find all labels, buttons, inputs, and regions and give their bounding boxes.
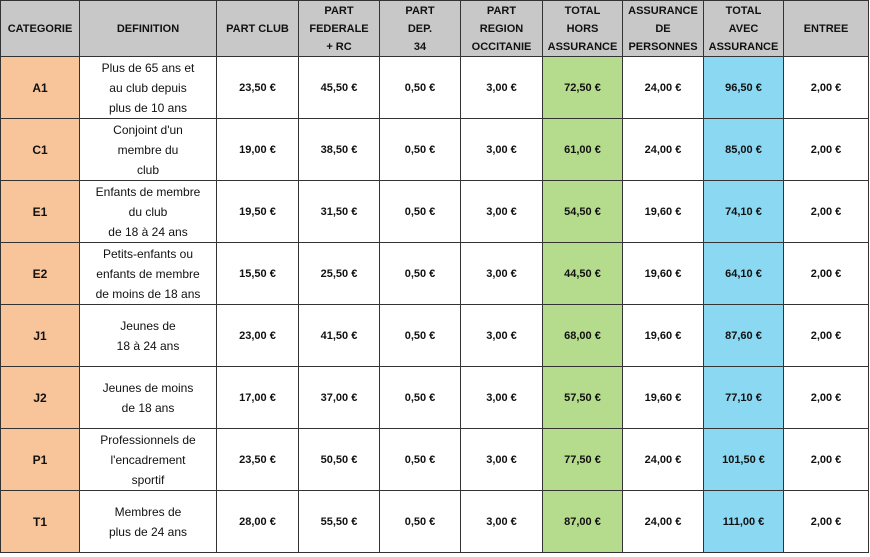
definition-line: Enfants de membre (95, 184, 201, 199)
part-federale-cell: 55,50 € (299, 491, 380, 553)
entree-cell: 2,00 € (784, 491, 869, 553)
definition-cell (80, 367, 217, 429)
part-club-cell: 19,00 € (217, 119, 299, 181)
total-hors-assurance-cell: 77,50 € (543, 429, 623, 491)
part-federale-cell: 45,50 € (299, 57, 380, 119)
definition-line: l'encadrement (110, 452, 186, 467)
header-line: PART (405, 4, 435, 17)
part-federale-cell: 38,50 € (299, 119, 380, 181)
total-hors-assurance-cell: 57,50 € (543, 367, 623, 429)
definition-line: Petits-enfants ou (102, 246, 194, 261)
entree-cell: 2,00 € (784, 305, 869, 367)
header-entree (784, 1, 869, 57)
part-federale-cell: 50,50 € (299, 429, 380, 491)
entree-cell: 2,00 € (784, 367, 869, 429)
assurance-personnes-cell: 24,00 € (623, 57, 704, 119)
header-line: FEDERALE (309, 22, 369, 35)
category-cell: J1 (1, 305, 80, 367)
definition-cell (80, 429, 217, 491)
definition-line: 18 à 24 ans (116, 338, 180, 353)
header-line: ASSURANCE (547, 40, 618, 53)
header-categorie (1, 1, 80, 57)
header-line: PART (324, 4, 354, 17)
part-federale-cell: 25,50 € (299, 243, 380, 305)
part-region-cell: 3,00 € (461, 429, 543, 491)
part-dep-cell: 0,50 € (380, 119, 461, 181)
definition-line: plus de 10 ans (108, 100, 188, 115)
header-row (1, 1, 869, 57)
definition-line: de 18 ans (121, 400, 175, 415)
total-hors-assurance-cell: 61,00 € (543, 119, 623, 181)
part-dep-cell: 0,50 € (380, 181, 461, 243)
table-row (1, 57, 869, 119)
part-club-cell: 15,50 € (217, 243, 299, 305)
table-row (1, 429, 869, 491)
part-federale-cell: 31,50 € (299, 181, 380, 243)
table-row (1, 367, 869, 429)
header-line: CATEGORIE (7, 22, 73, 35)
part-region-cell: 3,00 € (461, 57, 543, 119)
header-line: REGION (479, 22, 524, 35)
definition-line: du club (128, 204, 168, 219)
header-total-avec-assurance (704, 1, 784, 57)
assurance-personnes-cell: 19,60 € (623, 243, 704, 305)
total-avec-assurance-cell: 85,00 € (704, 119, 784, 181)
definition-line: de 18 à 24 ans (108, 224, 188, 239)
part-dep-cell: 0,50 € (380, 367, 461, 429)
part-club-cell: 28,00 € (217, 491, 299, 553)
table-row (1, 119, 869, 181)
table-row (1, 305, 869, 367)
total-hors-assurance-cell: 72,50 € (543, 57, 623, 119)
total-avec-assurance-cell: 87,60 € (704, 305, 784, 367)
part-club-cell: 23,00 € (217, 305, 299, 367)
header-assurance-personnes (623, 1, 704, 57)
header-line: DE (655, 22, 671, 35)
part-region-cell: 3,00 € (461, 119, 543, 181)
definition-cell (80, 305, 217, 367)
table-row (1, 491, 869, 553)
definition-line: Conjoint d'un (113, 122, 183, 137)
total-hors-assurance-cell: 87,00 € (543, 491, 623, 553)
definition-line: club (136, 162, 159, 177)
part-region-cell: 3,00 € (461, 181, 543, 243)
header-part-region (461, 1, 543, 57)
total-avec-assurance-cell: 111,00 € (704, 491, 784, 553)
definition-cell (80, 181, 217, 243)
definition-line: au club depuis (109, 80, 187, 95)
entree-cell: 2,00 € (784, 243, 869, 305)
total-avec-assurance-cell: 74,10 € (704, 181, 784, 243)
part-region-cell: 3,00 € (461, 367, 543, 429)
header-line: AVEC (728, 22, 759, 35)
part-region-cell: 3,00 € (461, 243, 543, 305)
category-cell: P1 (1, 429, 80, 491)
total-avec-assurance-cell: 96,50 € (704, 57, 784, 119)
header-part-dep (380, 1, 461, 57)
definition-cell (80, 57, 217, 119)
part-dep-cell: 0,50 € (380, 57, 461, 119)
category-cell: T1 (1, 491, 80, 553)
category-cell: A1 (1, 57, 80, 119)
definition-line: Jeunes de (120, 318, 176, 333)
header-line: PART (486, 4, 517, 17)
part-club-cell: 23,50 € (217, 57, 299, 119)
header-line: + RC (326, 40, 352, 53)
total-hors-assurance-cell: 44,50 € (543, 243, 623, 305)
header-total-hors-assurance (543, 1, 623, 57)
part-dep-cell: 0,50 € (380, 243, 461, 305)
assurance-personnes-cell: 24,00 € (623, 491, 704, 553)
entree-cell: 2,00 € (784, 181, 869, 243)
definition-line: membre du (117, 142, 179, 157)
part-club-cell: 17,00 € (217, 367, 299, 429)
header-line: 34 (413, 40, 427, 53)
header-line: HORS (566, 22, 599, 35)
definition-line: Professionnels de (100, 432, 196, 447)
category-cell: E1 (1, 181, 80, 243)
header-line: OCCITANIE (471, 40, 532, 53)
part-club-cell: 19,50 € (217, 181, 299, 243)
header-line: PART CLUB (226, 22, 289, 35)
assurance-personnes-cell: 19,60 € (623, 367, 704, 429)
entree-cell: 2,00 € (784, 119, 869, 181)
definition-cell (80, 243, 217, 305)
category-cell: J2 (1, 367, 80, 429)
entree-cell: 2,00 € (784, 429, 869, 491)
part-federale-cell: 37,00 € (299, 367, 380, 429)
part-club-cell: 23,50 € (217, 429, 299, 491)
assurance-personnes-cell: 24,00 € (623, 119, 704, 181)
assurance-personnes-cell: 19,60 € (623, 181, 704, 243)
header-line: ENTREE (803, 22, 849, 35)
header-definition (80, 1, 217, 57)
header-line: TOTAL (564, 4, 601, 17)
category-cell: C1 (1, 119, 80, 181)
table-body (1, 57, 869, 553)
definition-cell (80, 491, 217, 553)
total-avec-assurance-cell: 77,10 € (704, 367, 784, 429)
table-row (1, 243, 869, 305)
part-dep-cell: 0,50 € (380, 305, 461, 367)
definition-cell (80, 119, 217, 181)
part-dep-cell: 0,50 € (380, 491, 461, 553)
header-line: ASSURANCE (708, 40, 779, 53)
header-line: ASSURANCE (628, 4, 698, 17)
definition-line: Jeunes de moins (102, 380, 194, 395)
total-avec-assurance-cell: 64,10 € (704, 243, 784, 305)
header-line: DEP. (407, 22, 433, 35)
part-federale-cell: 41,50 € (299, 305, 380, 367)
definition-line: de moins de 18 ans (95, 286, 201, 301)
header-line: PERSONNES (628, 40, 698, 53)
header-line: DEFINITION (116, 22, 180, 35)
total-hors-assurance-cell: 54,50 € (543, 181, 623, 243)
part-region-cell: 3,00 € (461, 491, 543, 553)
category-cell: E2 (1, 243, 80, 305)
total-avec-assurance-cell: 101,50 € (704, 429, 784, 491)
assurance-personnes-cell: 24,00 € (623, 429, 704, 491)
header-line: TOTAL (725, 4, 762, 17)
part-dep-cell: 0,50 € (380, 429, 461, 491)
definition-line: sportif (131, 472, 165, 487)
header-part-federale (299, 1, 380, 57)
definition-line: Membres de (114, 504, 182, 519)
entree-cell: 2,00 € (784, 57, 869, 119)
definition-line: enfants de membre (96, 266, 200, 281)
table-row (1, 181, 869, 243)
assurance-personnes-cell: 19,60 € (623, 305, 704, 367)
definition-line: Plus de 65 ans et (101, 60, 195, 75)
total-hors-assurance-cell: 68,00 € (543, 305, 623, 367)
definition-line: plus de 24 ans (108, 524, 188, 539)
part-region-cell: 3,00 € (461, 305, 543, 367)
header-part-club (217, 1, 299, 57)
